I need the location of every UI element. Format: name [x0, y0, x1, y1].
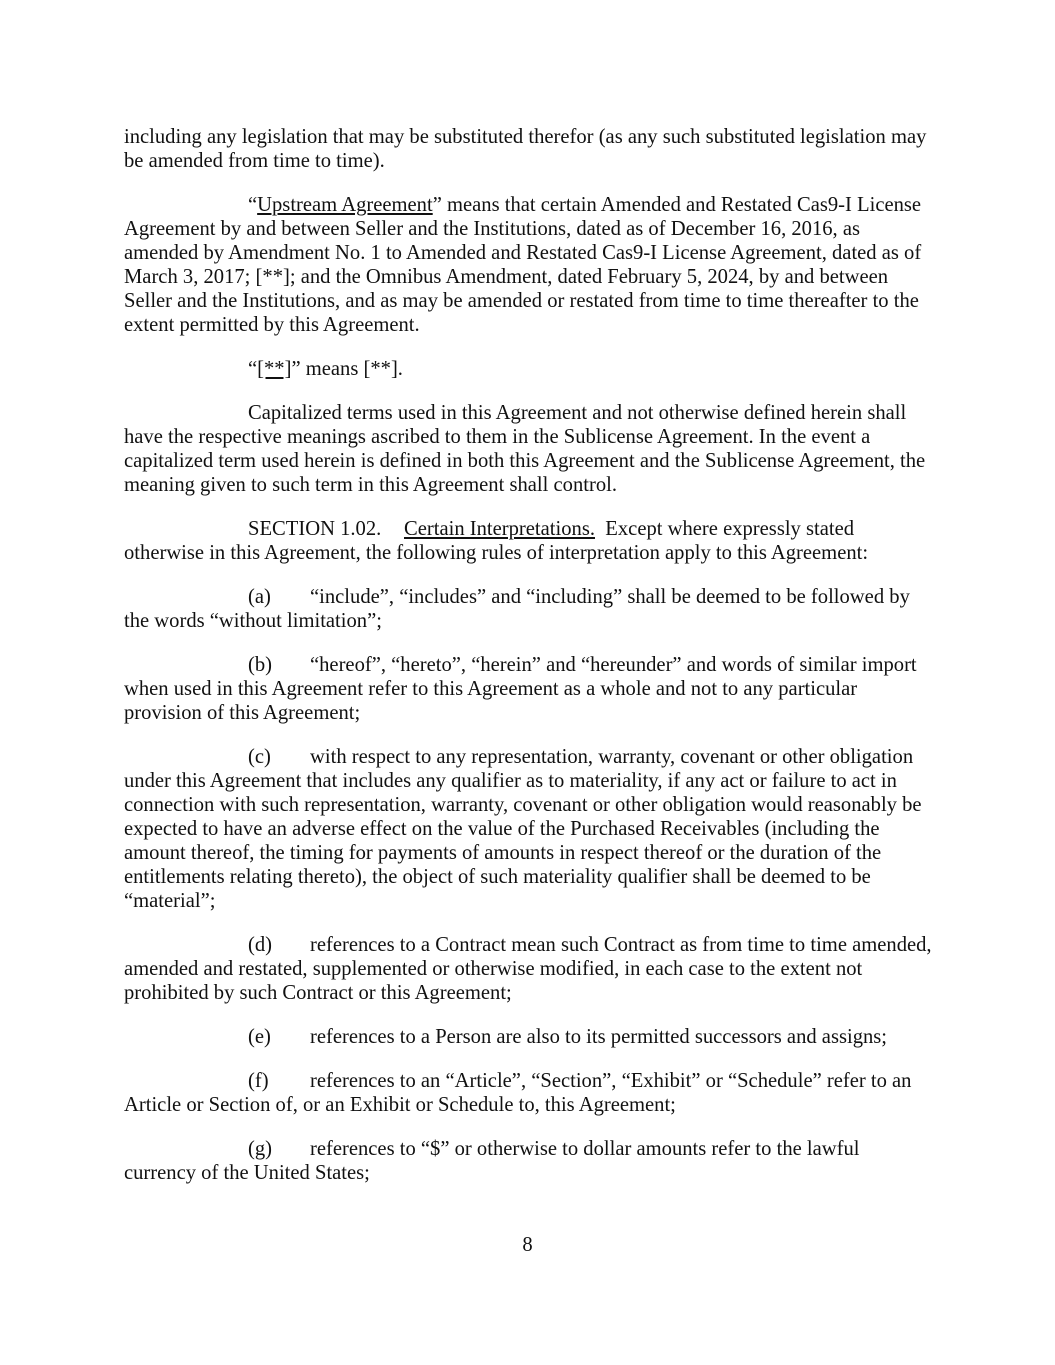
item-text: references to a Person are also to its permitted successors and assigns;: [310, 1026, 888, 1048]
list-item: [124, 745, 934, 913]
definition-text: ” means [**].: [291, 358, 403, 380]
item-label: (d): [248, 934, 273, 956]
section-text: Except where expressly stated otherwise in this Agreement, the following rules of interpretation apply to this Agreement:: [124, 518, 869, 564]
item-label: (g): [248, 1138, 273, 1160]
list-item: [124, 653, 934, 725]
defined-term: Upstream Agreement: [257, 194, 433, 216]
open-quote: “: [248, 194, 258, 216]
paragraph-continuation: including any legislation that may be substituted therefor (as any such substituted legislation may be amended from time to time).: [124, 126, 927, 172]
item-text: references to an “Article”, “Section”, “Exhibit” or “Schedule” refer to an Article or Section of, or an Exhibit or Schedule to, this Agreement;: [124, 1070, 912, 1116]
list-item: [124, 1137, 934, 1185]
definition-upstream-agreement: [124, 193, 934, 337]
list-item: [124, 1069, 934, 1117]
item-text: references to a Contract mean such Contract as from time to time amended, amended and restated, supplemented or otherwise modified, in each case to the extent not prohibited by such Contract or this Agreement;: [124, 934, 932, 1004]
open-quote: “: [248, 358, 258, 380]
item-text: with respect to any representation, warranty, covenant or other obligation under this Agreement that includes any qualifier as to materiality, if any act or failure to act in connection with such representation, warranty, covenant or other obligation would reasonably be expected to have an adverse effect on the value of the Purchased Receivables (including the amount thereof, the timing for payments of amounts in respect thereof or the duration of the entitlements relating thereto), the object of such materiality qualifier shall be deemed to be “material”;: [124, 746, 922, 912]
item-label: (b): [248, 654, 273, 676]
definition-text: ” means that certain Amended and Restated Cas9-I License Agreement by and between Seller and the Institutions, dated as of December 16, 2016, as amended by Amendment No. 1 to Amended and Restated Cas9-I License Agreement, dated as of March 3, 2017; [**]; and the Omnibus Amendment, dated February 5, 2024, by and between Seller and the Institutions, and as may be amended or restated from time to time thereafter to the extent permitted by this Agreement.: [124, 194, 922, 336]
section-number: SECTION 1.02.: [248, 518, 382, 540]
item-text: “include”, “includes” and “including” shall be deemed to be followed by the words “without limitation”;: [124, 586, 910, 632]
list-item: [124, 1025, 934, 1049]
item-text: references to “$” or otherwise to dollar amounts refer to the lawful currency of the United States;: [124, 1138, 860, 1184]
item-label: (e): [248, 1026, 271, 1048]
list-item: [124, 933, 934, 1005]
defined-term: [**]: [257, 358, 292, 380]
page-number: 8: [522, 1234, 533, 1256]
item-label: (a): [248, 586, 271, 608]
section-title: Certain Interpretations.: [404, 518, 595, 540]
section-1-02: [124, 517, 934, 565]
item-text: “hereof”, “hereto”, “herein” and “hereunder” and words of similar import when used in this Agreement refer to this Agreement as a whole and not to any particular provision of this Agreement;: [124, 654, 917, 724]
capitalized-terms-paragraph: Capitalized terms used in this Agreement and not otherwise defined herein shall have the respective meanings ascribed to them in the Sublicense Agreement. In the event a capitalized term used herein is defined in both this Agreement and the Sublicense Agreement, the meaning given to such term in this Agreement shall control.: [124, 402, 926, 496]
list-item: [124, 585, 934, 633]
definition-redacted: [124, 357, 934, 381]
item-label: (c): [248, 746, 271, 768]
document-page: [124, 125, 934, 1205]
item-label: (f): [248, 1070, 269, 1092]
